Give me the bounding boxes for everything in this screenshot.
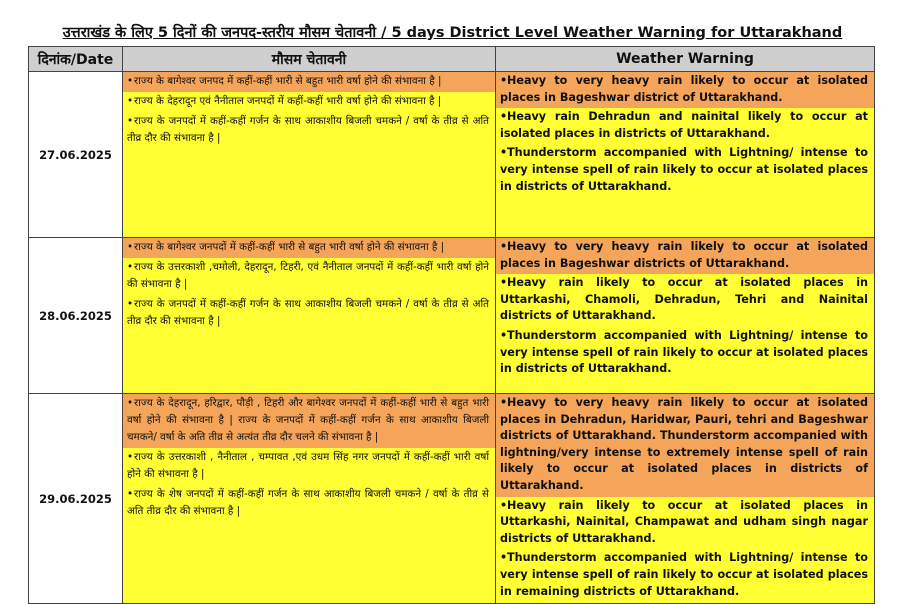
list-item [123,258,495,295]
list-item [496,327,874,380]
bullet-icon: • [500,276,508,290]
bullet-icon: • [500,146,508,160]
bullet-icon: • [127,75,134,87]
bullet-icon: • [127,397,134,409]
bullet-icon: • [500,396,508,409]
hindi-warning-cell [123,72,496,238]
warning-text: राज्य के देहरादून एवं नैनीताल जनपदों में कहीं-कहीं भारी वर्षा होने की संभावना है | [134,95,442,107]
list-item [496,394,874,497]
warning-text: राज्य के बागेश्वर जनपद में कहीं-कहीं भारी से बहुत भारी वर्षा होने की संभावना है | [134,75,442,87]
warning-text: Heavy to very heavy rain likely to occur at isolated places in Bageshwar district of Uttarakhand. [500,74,868,104]
warning-text: राज्य के बागेश्वर जनपदों में कहीं-कहीं भारी से बहुत भारी वर्षा होने की संभावना है | [134,241,445,253]
bullet-icon: • [127,115,134,127]
warning-text: Thunderstorm accompanied with Lightning/ intense to very intense spell of rain likely to occur at isolated places in districts of Uttarakhand. [500,146,868,193]
list-item [123,72,495,92]
list-item [496,108,874,144]
english-warning-cell [496,72,875,238]
bullet-icon: • [500,551,508,565]
bullet-icon: • [127,261,134,273]
english-warning-cell [496,394,875,604]
list-item [123,238,495,258]
bullet-icon: • [127,451,134,463]
hindi-warning-cell [123,238,496,394]
bullet-icon: • [500,240,508,253]
list-item [123,112,495,149]
page-title: उत्तराखंड के लिए 5 दिनों की जनपद-स्तरीय मौसम चेतावनी / 5 days District Level Weather Warning for Uttarakhand [62,25,843,41]
table-row [29,238,875,394]
warning-text: Heavy rain likely to occur at isolated places in Uttarkashi, Nainital, Champawat and udham singh nagar districts of Uttarakhand. [500,498,868,545]
warning-text: Heavy to very heavy rain likely to occur at isolated places in Dehradun, Haridwar, Pauri, tehri and Bageshwar districts of Uttarakhand. Thunderstorm accompanied with lightning/very intense to extremely intense spell of rain likely to occur at isolated places in districts of Uttarakhand. [500,396,868,492]
row-date: 27.06.2025 [29,72,123,238]
warning-text: Heavy to very heavy rain likely to occur at isolated places in Bageshwar districts of Uttarakhand. [500,240,868,270]
warning-table [28,46,875,604]
bullet-icon: • [127,95,134,107]
header-english: Weather Warning [496,47,875,72]
warning-text: Heavy rain likely to occur at isolated places in Uttarkashi, Chamoli, Dehradun, Tehri and Nainital districts of Uttarakhand. [500,276,868,323]
warning-text: राज्य के उत्तरकाशी ,चमोली, देहरादून, टिहरी, एवं नैनीताल जनपदों में कहीं-कहीं भारी वर्षा होने की संभावना है | [127,261,489,290]
list-item [496,549,874,602]
bullet-icon: • [500,328,508,342]
list-item [496,497,874,550]
table-row [29,394,875,604]
bullet-icon: • [127,241,134,253]
row-date: 29.06.2025 [29,394,123,604]
warning-text: राज्य के देहरादून, हरिद्वार, पौड़ी , टिहरी और बागेश्वर जनपदों में कहीं-कहीं भारी से बहुत भारी वर्षा होने की संभावना है | राज्य के जनपदों में कहीं-कहीं गर्जन के साथ आकाशीय बिजली चमकने/ वर्षा के अति तीव्र से अत्यंत तीव्र दौर चलने की संभावना है | [127,397,489,443]
list-item [123,92,495,112]
warning-text: राज्य के उत्तरकाशी , नैनीताल , चम्पावत ,एवं उधम सिंह नगर जनपदों में कहीं-कहीं भारी वर्षा होने की संभावना है | [127,451,489,480]
header-date: दिनांक/Date [29,47,123,72]
warning-text: राज्य के जनपदों में कहीं-कहीं गर्जन के साथ आकाशीय बिजली चमकने / वर्षा के तीव्र से अति तीव्र दौर की संभावना है | [127,115,489,144]
list-item [496,274,874,327]
list-item [496,238,874,274]
header-hindi: मौसम चेतावनी [123,47,496,72]
list-item [123,485,495,522]
row-date: 28.06.2025 [29,238,123,394]
list-item [496,144,874,197]
bullet-icon: • [500,74,508,87]
hindi-warning-cell [123,394,496,604]
warning-text: राज्य के जनपदों में कहीं-कहीं गर्जन के साथ आकाशीय बिजली चमकने / वर्षा के तीव्र से अति तीव्र दौर की संभावना है | [127,298,489,327]
bullet-icon: • [500,498,508,512]
bullet-icon: • [500,110,508,124]
warning-text: राज्य के शेष जनपदों में कहीं-कहीं गर्जन के साथ आकाशीय बिजली चमकने / वर्षा के तीव्र से अति तीव्र दौर की संभावना है | [127,488,489,517]
warning-text: Thunderstorm accompanied with Lightning/ intense to very intense spell of rain likely to occur at isolated places in remaining districts of Uttarakhand. [500,551,868,598]
list-item [123,448,495,485]
list-item [123,295,495,332]
list-item [123,394,495,448]
table-header-row [29,47,875,72]
english-warning-cell [496,238,875,394]
bullet-icon: • [127,298,134,310]
warning-text: Thunderstorm accompanied with Lightning/ intense to very intense spell of rain likely to occur at isolated places in districts of Uttarakhand. [500,328,868,376]
table-row [29,72,875,238]
bullet-icon: • [127,488,134,500]
warning-text: Heavy rain Dehradun and nainital likely to occur at isolated places in districts of Uttarakhand. [500,110,868,140]
list-item [496,72,874,108]
